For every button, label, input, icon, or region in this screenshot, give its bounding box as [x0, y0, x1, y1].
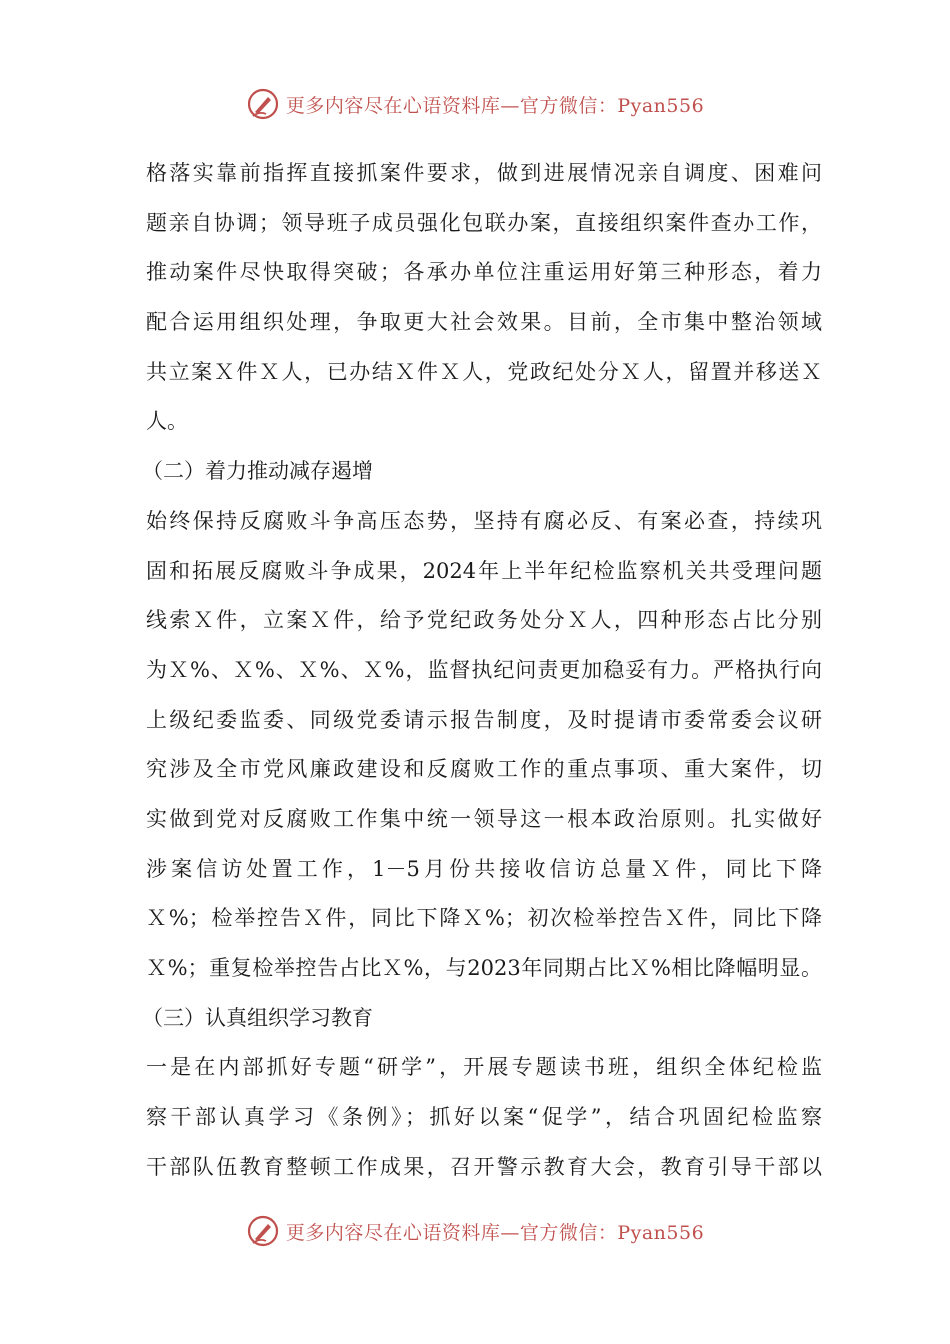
text-line: Ｘ%；检举控告Ｘ件，同比下降Ｘ%；初次检举控告Ｘ件，同比下降: [146, 906, 822, 931]
footer-watermark: [0, 1211, 950, 1251]
text-line: 实做到党对反腐败工作集中统一领导这一根本政治原则。扎实做好: [146, 806, 822, 831]
text-line: 为Ｘ%、Ｘ%、Ｘ%、Ｘ%，监督执纪问责更加稳妥有力。严格执行向: [146, 657, 822, 682]
text-line: 始终保持反腐败斗争高压态势，坚持有腐必反、有案必查，持续巩: [146, 508, 822, 533]
text-line: Ｘ%；重复检举控告占比Ｘ%，与2023年同期占比Ｘ%相比降幅明显。: [146, 956, 822, 980]
text-line: 配合运用组织处理，争取更大社会效果。目前，全市集中整治领域: [146, 310, 822, 335]
watermark-text: 更多内容尽在心语资料库—官方微信：Pyan556: [285, 94, 705, 117]
text-line: 涉案信访处置工作，1－5月份共接收信访总量Ｘ件，同比下降: [146, 856, 822, 881]
text-line: 究涉及全市党风廉政建设和反腐败工作的重点事项、重大案件，切: [146, 757, 822, 782]
text-line: 题亲自协调；领导班子成员强化包联办案，直接组织案件查办工作，: [146, 210, 822, 235]
text-line: 推动案件尽快取得突破；各承办单位注重运用好第三种形态，着力: [146, 260, 822, 285]
text-line: 共立案Ｘ件Ｘ人，已办结Ｘ件Ｘ人，党政纪处分Ｘ人，留置并移送Ｘ: [146, 359, 822, 384]
pen-logo-icon: [246, 87, 280, 121]
section-heading: （二）着力推动减存遏增: [142, 459, 373, 484]
document-body: [142, 149, 822, 1192]
pen-logo-icon: [246, 1214, 280, 1248]
text-line: 线索Ｘ件，立案Ｘ件，给予党纪政务处分Ｘ人，四种形态占比分别: [146, 608, 822, 633]
text-line: 固和拓展反腐败斗争成果，2024年上半年纪检监察机关共受理问题: [146, 558, 822, 583]
text-line: 格落实靠前指挥直接抓案件要求，做到进展情况亲自调度、困难问: [146, 161, 822, 185]
section-heading: （三）认真组织学习教育: [142, 1005, 373, 1030]
text-line: 上级纪委监委、同级党委请示报告制度，及时提请市委常委会议研: [146, 707, 822, 732]
watermark-text: 更多内容尽在心语资料库—官方微信：Pyan556: [285, 1221, 705, 1244]
text-line: 干部队伍教育整顿工作成果，召开警示教育大会，教育引导干部以: [146, 1154, 822, 1179]
header-watermark: [0, 84, 950, 124]
text-line: 人。: [146, 409, 188, 434]
text-line: 察干部认真学习《条例》；抓好以案“促学”，结合巩固纪检监察: [146, 1105, 822, 1130]
text-line: 一是在内部抓好专题“研学”，开展专题读书班，组织全体纪检监: [146, 1055, 822, 1080]
